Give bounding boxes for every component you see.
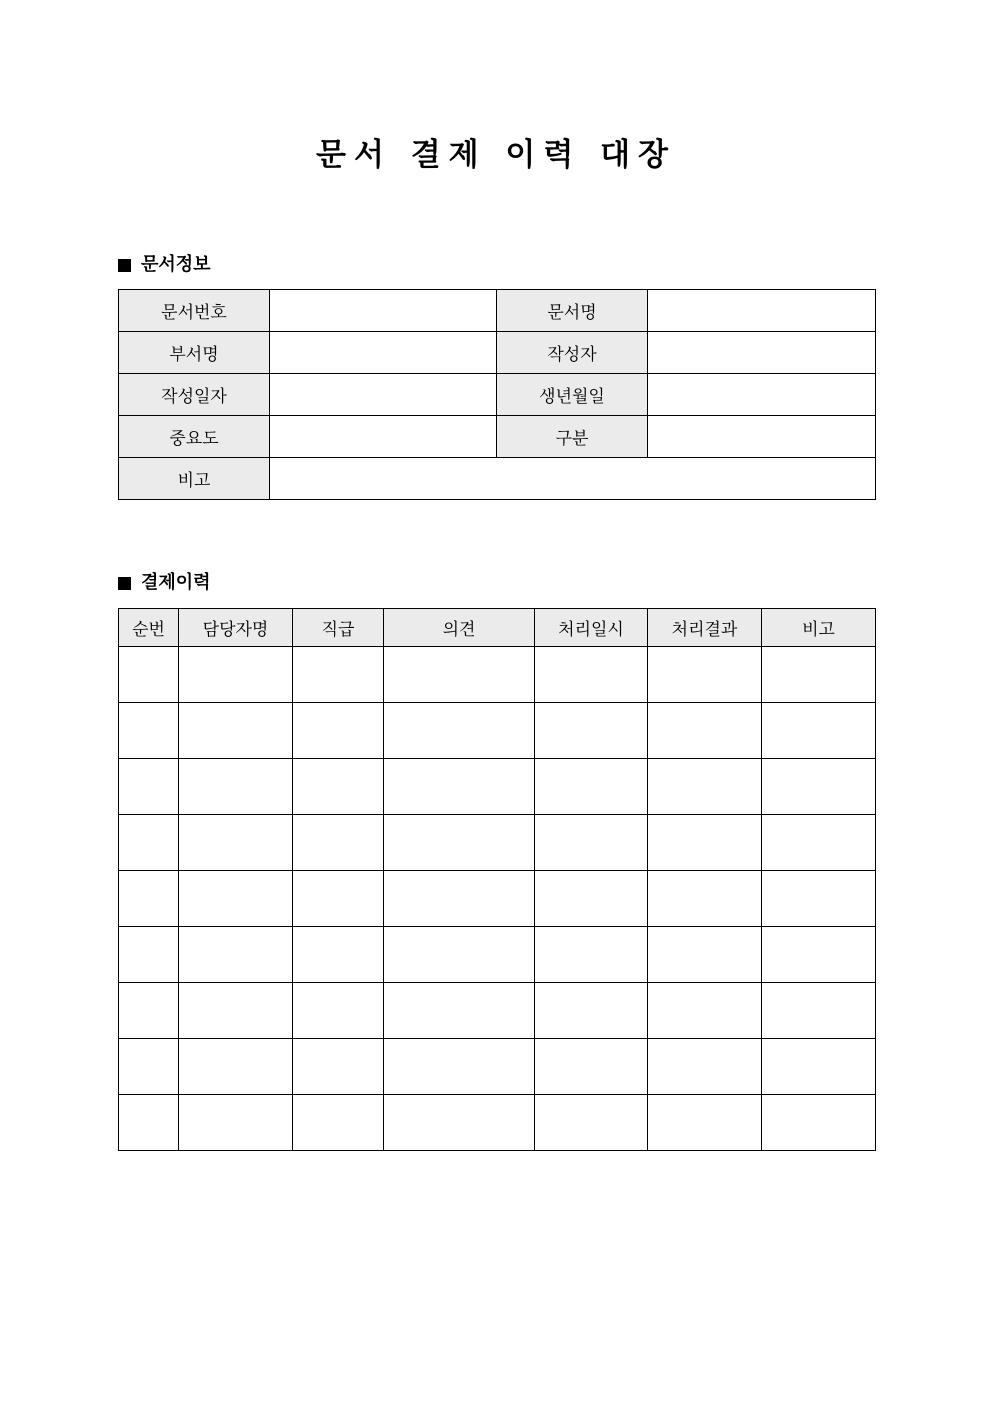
square-bullet-icon xyxy=(118,259,131,272)
position-cell[interactable] xyxy=(293,1039,384,1095)
processed-at-cell[interactable] xyxy=(535,871,648,927)
processed-at-cell[interactable] xyxy=(535,1039,648,1095)
remarks-cell[interactable] xyxy=(762,759,876,815)
department-field[interactable] xyxy=(270,332,497,374)
table-row xyxy=(119,871,876,927)
column-header-processed-at: 처리일시 xyxy=(535,609,648,647)
opinion-cell[interactable] xyxy=(384,759,535,815)
doc-name-label: 문서명 xyxy=(497,290,648,332)
doc-info-table xyxy=(118,289,876,500)
position-cell[interactable] xyxy=(293,1095,384,1151)
remarks-cell[interactable] xyxy=(762,1095,876,1151)
opinion-cell[interactable] xyxy=(384,871,535,927)
person-cell[interactable] xyxy=(179,815,293,871)
result-cell[interactable] xyxy=(648,1095,762,1151)
opinion-cell[interactable] xyxy=(384,1039,535,1095)
category-field[interactable] xyxy=(648,416,876,458)
doc-number-label: 문서번호 xyxy=(119,290,270,332)
processed-at-cell[interactable] xyxy=(535,983,648,1039)
column-header-remarks: 비고 xyxy=(762,609,876,647)
column-header-opinion: 의견 xyxy=(384,609,535,647)
importance-label: 중요도 xyxy=(119,416,270,458)
section-heading-label: 결제이력 xyxy=(141,572,211,593)
processed-at-cell[interactable] xyxy=(535,815,648,871)
table-row xyxy=(119,759,876,815)
position-cell[interactable] xyxy=(293,815,384,871)
position-cell[interactable] xyxy=(293,647,384,703)
doc-name-field[interactable] xyxy=(648,290,876,332)
result-cell[interactable] xyxy=(648,703,762,759)
table-row xyxy=(119,1095,876,1151)
table-row xyxy=(119,374,876,416)
seq-cell[interactable] xyxy=(119,1095,179,1151)
column-header-result: 처리결과 xyxy=(648,609,762,647)
remarks-cell[interactable] xyxy=(762,703,876,759)
table-row xyxy=(119,815,876,871)
table-row xyxy=(119,290,876,332)
section-heading-doc-info xyxy=(118,252,211,278)
doc-number-field[interactable] xyxy=(270,290,497,332)
author-field[interactable] xyxy=(648,332,876,374)
column-header-seq: 순번 xyxy=(119,609,179,647)
table-row xyxy=(119,647,876,703)
table-row xyxy=(119,703,876,759)
birth-date-label: 생년월일 xyxy=(497,374,648,416)
table-row xyxy=(119,416,876,458)
processed-at-cell[interactable] xyxy=(535,647,648,703)
approval-history-table xyxy=(118,608,876,1151)
result-cell[interactable] xyxy=(648,647,762,703)
seq-cell[interactable] xyxy=(119,815,179,871)
seq-cell[interactable] xyxy=(119,927,179,983)
birth-date-field[interactable] xyxy=(648,374,876,416)
remarks-cell[interactable] xyxy=(762,1039,876,1095)
seq-cell[interactable] xyxy=(119,983,179,1039)
table-row xyxy=(119,983,876,1039)
table-row xyxy=(119,332,876,374)
table-row xyxy=(119,1039,876,1095)
table-row xyxy=(119,458,876,500)
opinion-cell[interactable] xyxy=(384,1095,535,1151)
opinion-cell[interactable] xyxy=(384,983,535,1039)
seq-cell[interactable] xyxy=(119,1039,179,1095)
person-cell[interactable] xyxy=(179,647,293,703)
section-heading-approval-history xyxy=(118,570,211,596)
result-cell[interactable] xyxy=(648,759,762,815)
position-cell[interactable] xyxy=(293,983,384,1039)
opinion-cell[interactable] xyxy=(384,703,535,759)
position-cell[interactable] xyxy=(293,927,384,983)
date-written-field[interactable] xyxy=(270,374,497,416)
remarks-field[interactable] xyxy=(270,458,876,500)
date-written-label: 작성일자 xyxy=(119,374,270,416)
seq-cell[interactable] xyxy=(119,703,179,759)
category-label: 구분 xyxy=(497,416,648,458)
importance-field[interactable] xyxy=(270,416,497,458)
remarks-cell[interactable] xyxy=(762,983,876,1039)
result-cell[interactable] xyxy=(648,815,762,871)
processed-at-cell[interactable] xyxy=(535,759,648,815)
result-cell[interactable] xyxy=(648,871,762,927)
person-cell[interactable] xyxy=(179,703,293,759)
seq-cell[interactable] xyxy=(119,759,179,815)
square-bullet-icon xyxy=(118,577,131,590)
result-cell[interactable] xyxy=(648,927,762,983)
result-cell[interactable] xyxy=(648,1039,762,1095)
section-heading-label: 문서정보 xyxy=(141,254,211,275)
remarks-cell[interactable] xyxy=(762,815,876,871)
column-header-person: 담당자명 xyxy=(179,609,293,647)
remarks-cell[interactable] xyxy=(762,647,876,703)
position-cell[interactable] xyxy=(293,703,384,759)
person-cell[interactable] xyxy=(179,759,293,815)
opinion-cell[interactable] xyxy=(384,647,535,703)
result-cell[interactable] xyxy=(648,983,762,1039)
author-label: 작성자 xyxy=(497,332,648,374)
remarks-label: 비고 xyxy=(119,458,270,500)
opinion-cell[interactable] xyxy=(384,927,535,983)
person-cell[interactable] xyxy=(179,983,293,1039)
remarks-cell[interactable] xyxy=(762,927,876,983)
processed-at-cell[interactable] xyxy=(535,927,648,983)
processed-at-cell[interactable] xyxy=(535,1095,648,1151)
opinion-cell[interactable] xyxy=(384,815,535,871)
seq-cell[interactable] xyxy=(119,871,179,927)
remarks-cell[interactable] xyxy=(762,871,876,927)
column-header-position: 직급 xyxy=(293,609,384,647)
person-cell[interactable] xyxy=(179,1095,293,1151)
table-row xyxy=(119,927,876,983)
person-cell[interactable] xyxy=(179,927,293,983)
person-cell[interactable] xyxy=(179,1039,293,1095)
page-title: 문서 결제 이력 대장 xyxy=(316,137,676,173)
processed-at-cell[interactable] xyxy=(535,703,648,759)
table-header-row xyxy=(119,609,876,647)
seq-cell[interactable] xyxy=(119,647,179,703)
position-cell[interactable] xyxy=(293,871,384,927)
department-label: 부서명 xyxy=(119,332,270,374)
person-cell[interactable] xyxy=(179,871,293,927)
position-cell[interactable] xyxy=(293,759,384,815)
